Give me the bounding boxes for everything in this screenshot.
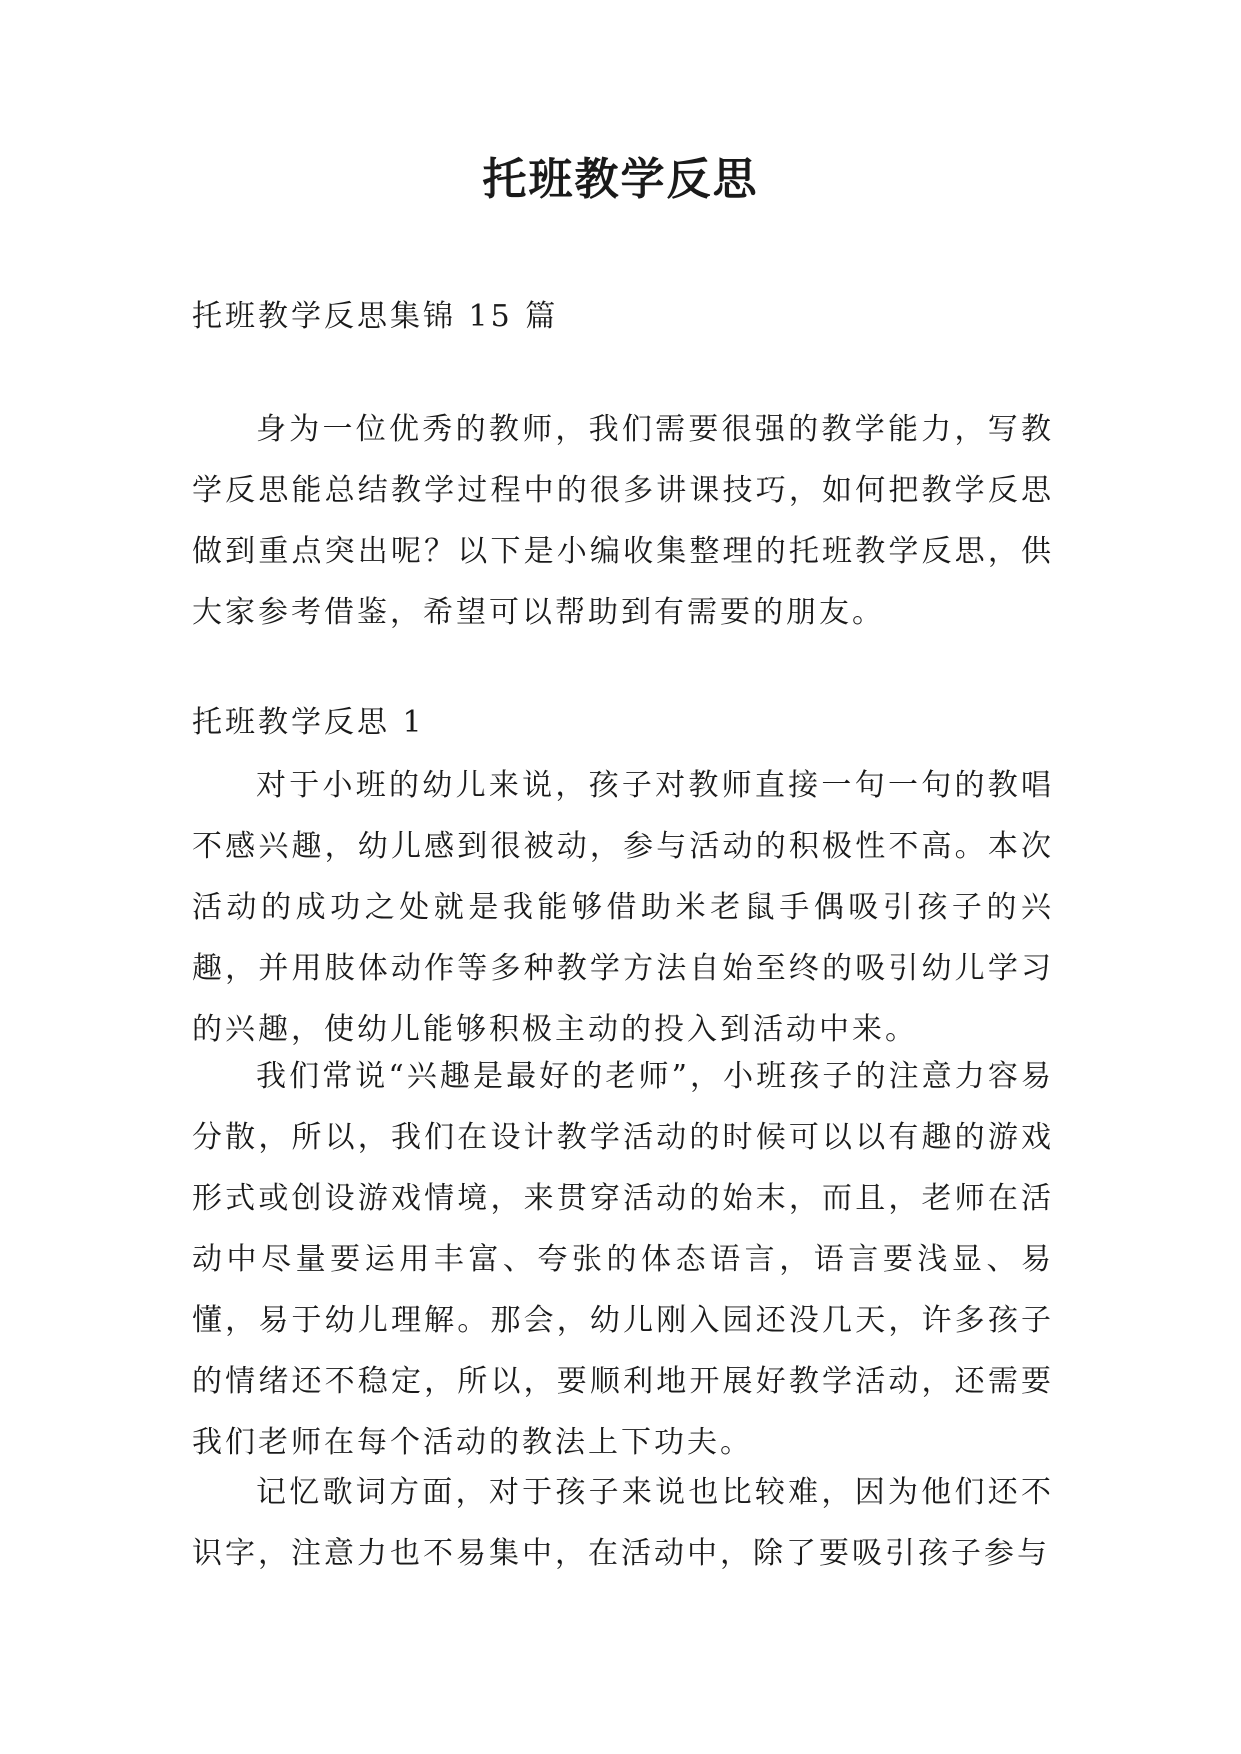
body-paragraph: 记忆歌词方面，对于孩子来说也比较难，因为他们还不识字，注意力也不易集中，在活动中，除了要吸引孩子参与 [192, 1475, 1054, 1571]
body-paragraph: 对于小班的幼儿来说，孩子对教师直接一句一句的教唱不感兴趣，幼儿感到很被动，参与活动的积极性不高。本次活动的成功之处就是我能够借助米老鼠手偶吸引孩子的兴趣，并用肢体动作等多种教学方法自始至终的吸引幼儿学习的兴趣，使幼儿能够积极主动的投入到活动中来。 [192, 768, 1054, 1047]
body-paragraph: 我们常说“兴趣是最好的老师”，小班孩子的注意力容易分散，所以，我们在设计教学活动的时候可以以有趣的游戏形式或创设游戏情境，来贯穿活动的始末，而且，老师在活动中尽量要运用丰富、夸张的体态语言，语言要浅显、易懂，易于幼儿理解。那会，幼儿刚入园还没几天，许多孩子的情绪还不稳定，所以，要顺利地开展好教学活动，还需要我们老师在每个活动的教法上下功夫。 [192, 1059, 1054, 1460]
section-heading: 托班教学反思 1 [192, 705, 425, 740]
document-title: 托班教学反思 [482, 154, 759, 205]
document-subtitle: 托班教学反思集锦 15 篇 [192, 299, 559, 334]
intro-paragraph: 身为一位优秀的教师，我们需要很强的教学能力，写教学反思能总结教学过程中的很多讲课技巧，如何把教学反思做到重点突出呢？以下是小编收集整理的托班教学反思，供大家参考借鉴，希望可以帮助到有需要的朋友。 [192, 412, 1054, 630]
